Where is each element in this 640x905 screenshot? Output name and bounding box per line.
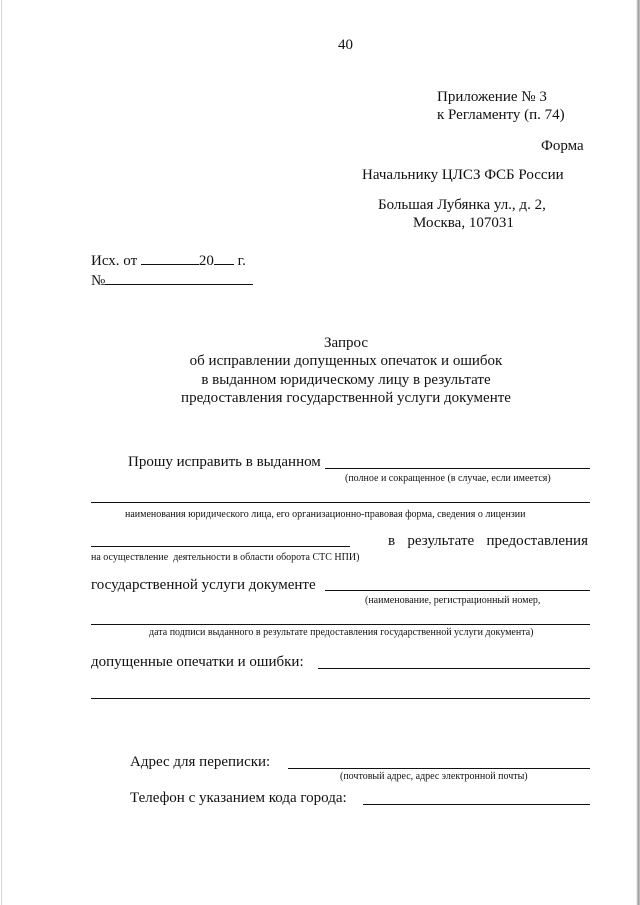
hint-address: (почтовый адрес, адрес электронной почты) xyxy=(340,771,528,782)
request-label: Прошу исправить в выданном xyxy=(128,454,321,470)
license-fill-line xyxy=(91,546,350,547)
outgoing-number-blank xyxy=(105,270,253,285)
full-name-fill-line xyxy=(325,468,590,469)
addressee-city: Москва, 107031 xyxy=(413,215,514,231)
hint-doc-date: дата подписи выданного в результате предоставления государственной услуги документа) xyxy=(149,627,534,638)
title-line: об исправлении допущенных опечаток и ошибок xyxy=(189,353,503,369)
outgoing-number-row xyxy=(91,270,253,290)
phone-label: Телефон с указанием кода города: xyxy=(130,790,347,806)
document-date-fill-line xyxy=(91,624,590,625)
hint-activity: на осуществление деятельности в области оборота СТС НПИ) xyxy=(91,552,360,563)
scan-edge-right xyxy=(636,0,640,905)
appendix-regulation-ref: к Регламенту (п. 74) xyxy=(437,107,565,123)
outgoing-year-blank xyxy=(214,250,234,265)
org-fill-line xyxy=(91,502,590,503)
outgoing-number-label: № xyxy=(91,273,106,289)
hint-doc-name: (наименование, регистрационный номер, xyxy=(365,595,541,606)
outgoing-year-prefix: 20 xyxy=(198,253,214,269)
document-title xyxy=(146,334,546,407)
outgoing-year-suffix: г. xyxy=(237,253,246,269)
title-line: предоставления государственной услуги документе xyxy=(181,390,511,406)
page-number: 40 xyxy=(338,37,353,53)
address-fill-line xyxy=(288,768,590,769)
form-label: Форма xyxy=(541,138,584,154)
errors-fill-line xyxy=(318,668,590,669)
document-label: государственной услуги документе xyxy=(91,577,316,593)
appendix-number: Приложение № 3 xyxy=(437,89,547,105)
addressee-street: Большая Лубянка ул., д. 2, xyxy=(378,197,546,213)
phone-fill-line xyxy=(363,804,590,805)
result-text: в результате предоставления xyxy=(388,533,588,549)
address-label: Адрес для переписки: xyxy=(130,754,271,770)
hint-full-name: (полное и сокращенное (в случае, если имеется) xyxy=(345,473,551,484)
outgoing-date-blank xyxy=(141,250,199,265)
title-line: в выданном юридическому лицу в результате xyxy=(201,372,491,388)
outgoing-label: Исх. от xyxy=(91,253,138,269)
title-heading: Запрос xyxy=(323,335,369,351)
errors-fill-line-2 xyxy=(91,698,590,699)
addressee-title: Начальнику ЦЛСЗ ФСБ России xyxy=(362,167,564,183)
hint-org: наименования юридического лица, его организационно-правовая форма, сведения о лицензии xyxy=(125,509,526,520)
scan-edge-left xyxy=(1,0,2,905)
document-fill-line xyxy=(325,590,590,591)
errors-label: допущенные опечатки и ошибки: xyxy=(91,654,304,670)
outgoing-date-row xyxy=(91,250,246,270)
